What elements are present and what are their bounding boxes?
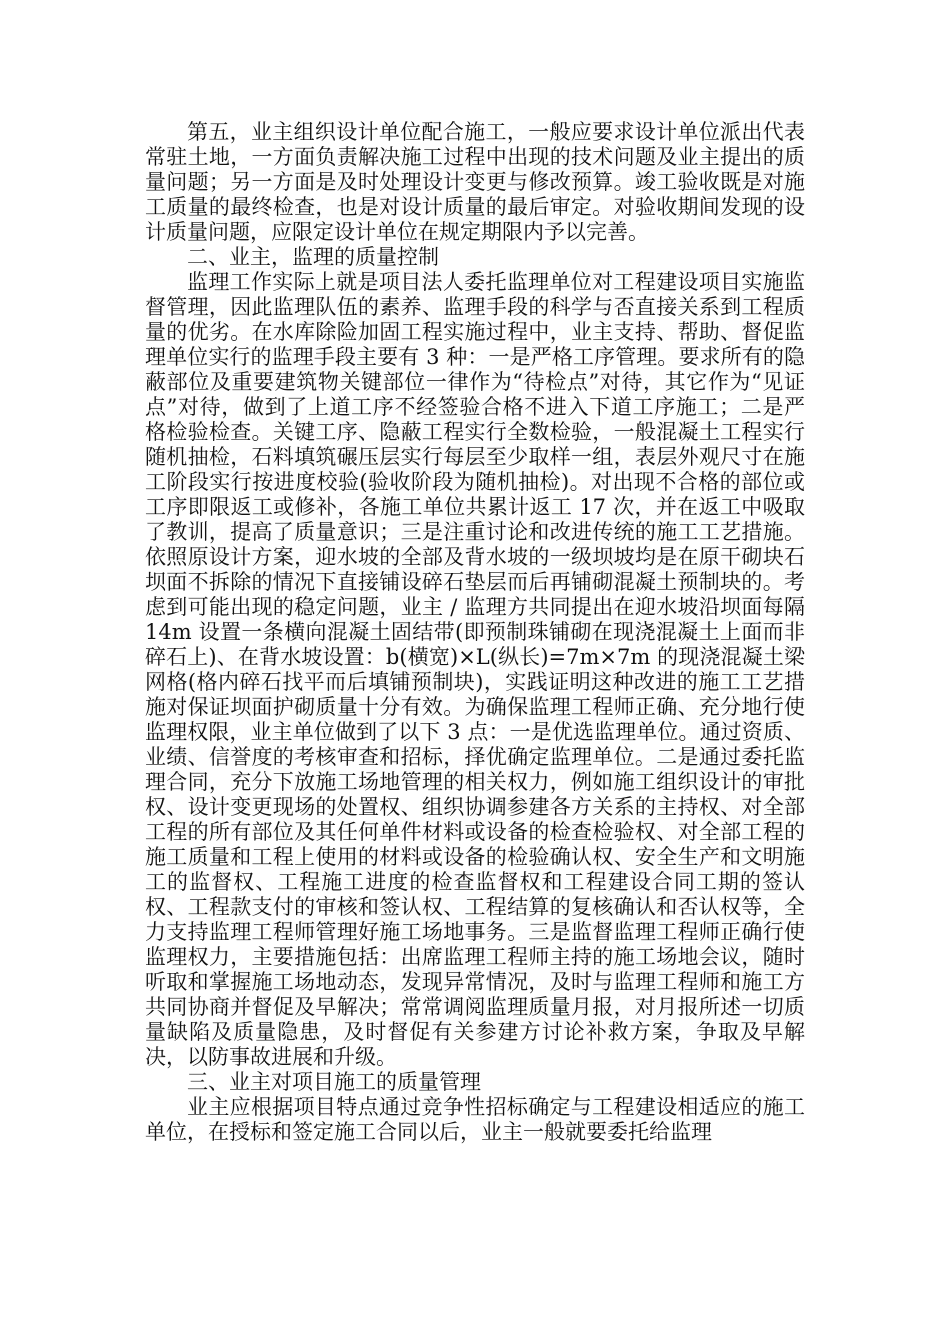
document-body bbox=[145, 120, 805, 1145]
paragraph-fifth-point: 第五，业主组织设计单位配合施工，一般应要求设计单位派出代表常驻土地，一方面负责解决施工过程中出现的技术问题及业主提出的质量问题；另一方面是及时处理设计变更与修改预算。竣工验收既是对施工质量的最终检查，也是对设计质量的最后审定。对验收期间发现的设计质量问题，应限定设计单位在规定期限内予以完善。 bbox=[145, 120, 805, 244]
paragraph-supervision: 监理工作实际上就是项目法人委托监理单位对工程建设项目实施监督管理，因此监理队伍的素养、监理手段的科学与否直接关系到工程质量的优劣。在水库除险加固工程实施过程中，业主支持、帮助、督促监理单位实行的监理手段主要有 3 种：一是严格工序管理。要求所有的隐蔽部位及重要建筑物关键部位一律作为“待检点”对待，其它作为“见证点”对待，做到了上道工序不经签验合格不进入下道工序施工；二是严格检验检查。关键工序、隐蔽工程实行全数检验，一般混凝土工程实行随机抽检，石料填筑碾压层实行每层至少取样一组，表层外观尺寸在施工阶段实行按进度校验(验收阶段为随机抽检)。对出现不合格的部位或工序即限返工或修补，各施工单位共累计返工 17 次，并在返工中吸取了教训，提高了质量意识；三是注重讨论和改进传统的施工工艺措施。依照原设计方案，迎水坡的全部及背水坡的一级坝坡均是在原干砌块石坝面不拆除的情况下直接铺设碎石垫层而后再铺砌混凝土预制块的。考虑到可能出现的稳定问题，业主 / 监理方共同提出在迎水坡沿坝面每隔 14m 设置一条横向混凝土固结带(即预制珠铺砌在现浇混凝土上面而非碎石上)、在背水坡设置：b(横宽)×L(纵长)=7m×7m 的现浇混凝土梁网格(格内碎石找平而后填铺预制块)，实践证明这种改进的施工工艺措施对保证坝面护砌质量十分有效。为确保监理工程师正确、充分地行使监理权限，业主单位做到了以下 3 点：一是优选监理单位。通过资质、业绩、信誉度的考核审查和招标，择优确定监理单位。二是通过委托监理合同，充分下放施工场地管理的相关权力，例如施工组织设计的审批权、设计变更现场的处置权、组织协调参建各方关系的主持权、对全部工程的所有部位及其任何单件材料或设备的检查检验权、对全部工程的施工质量和工程上使用的材料或设备的检验确认权、安全生产和文明施工的监督权、工程施工进度的检查监督权和工程建设合同工期的签认权、工程款支付的审核和签认权、工程结算的复核确认和否认权等，全力支持监理工程师管理好施工场地事务。三是监督监理工程师正确行使监理权力，主要措施包括：出席监理工程师主持的施工场地会议，随时听取和掌握施工场地动态，发现异常情况，及时与监理工程师和施工方共同协商并督促及早解决；常常调阅监理质量月报，对月报所述一切质量缺陷及质量隐患，及时督促有关参建方讨论补救方案，争取及早解决，以防事故进展和升级。 bbox=[145, 270, 805, 1069]
section-heading-2: 二、业主，监理的质量控制 bbox=[187, 245, 439, 269]
paragraph-construction-management: 业主应根据项目特点通过竞争性招标确定与工程建设相适应的施工单位，在授标和签定施工合同以后，业主一般就要委托给监理 bbox=[145, 1095, 805, 1144]
section-heading-3: 三、业主对项目施工的质量管理 bbox=[187, 1070, 481, 1094]
